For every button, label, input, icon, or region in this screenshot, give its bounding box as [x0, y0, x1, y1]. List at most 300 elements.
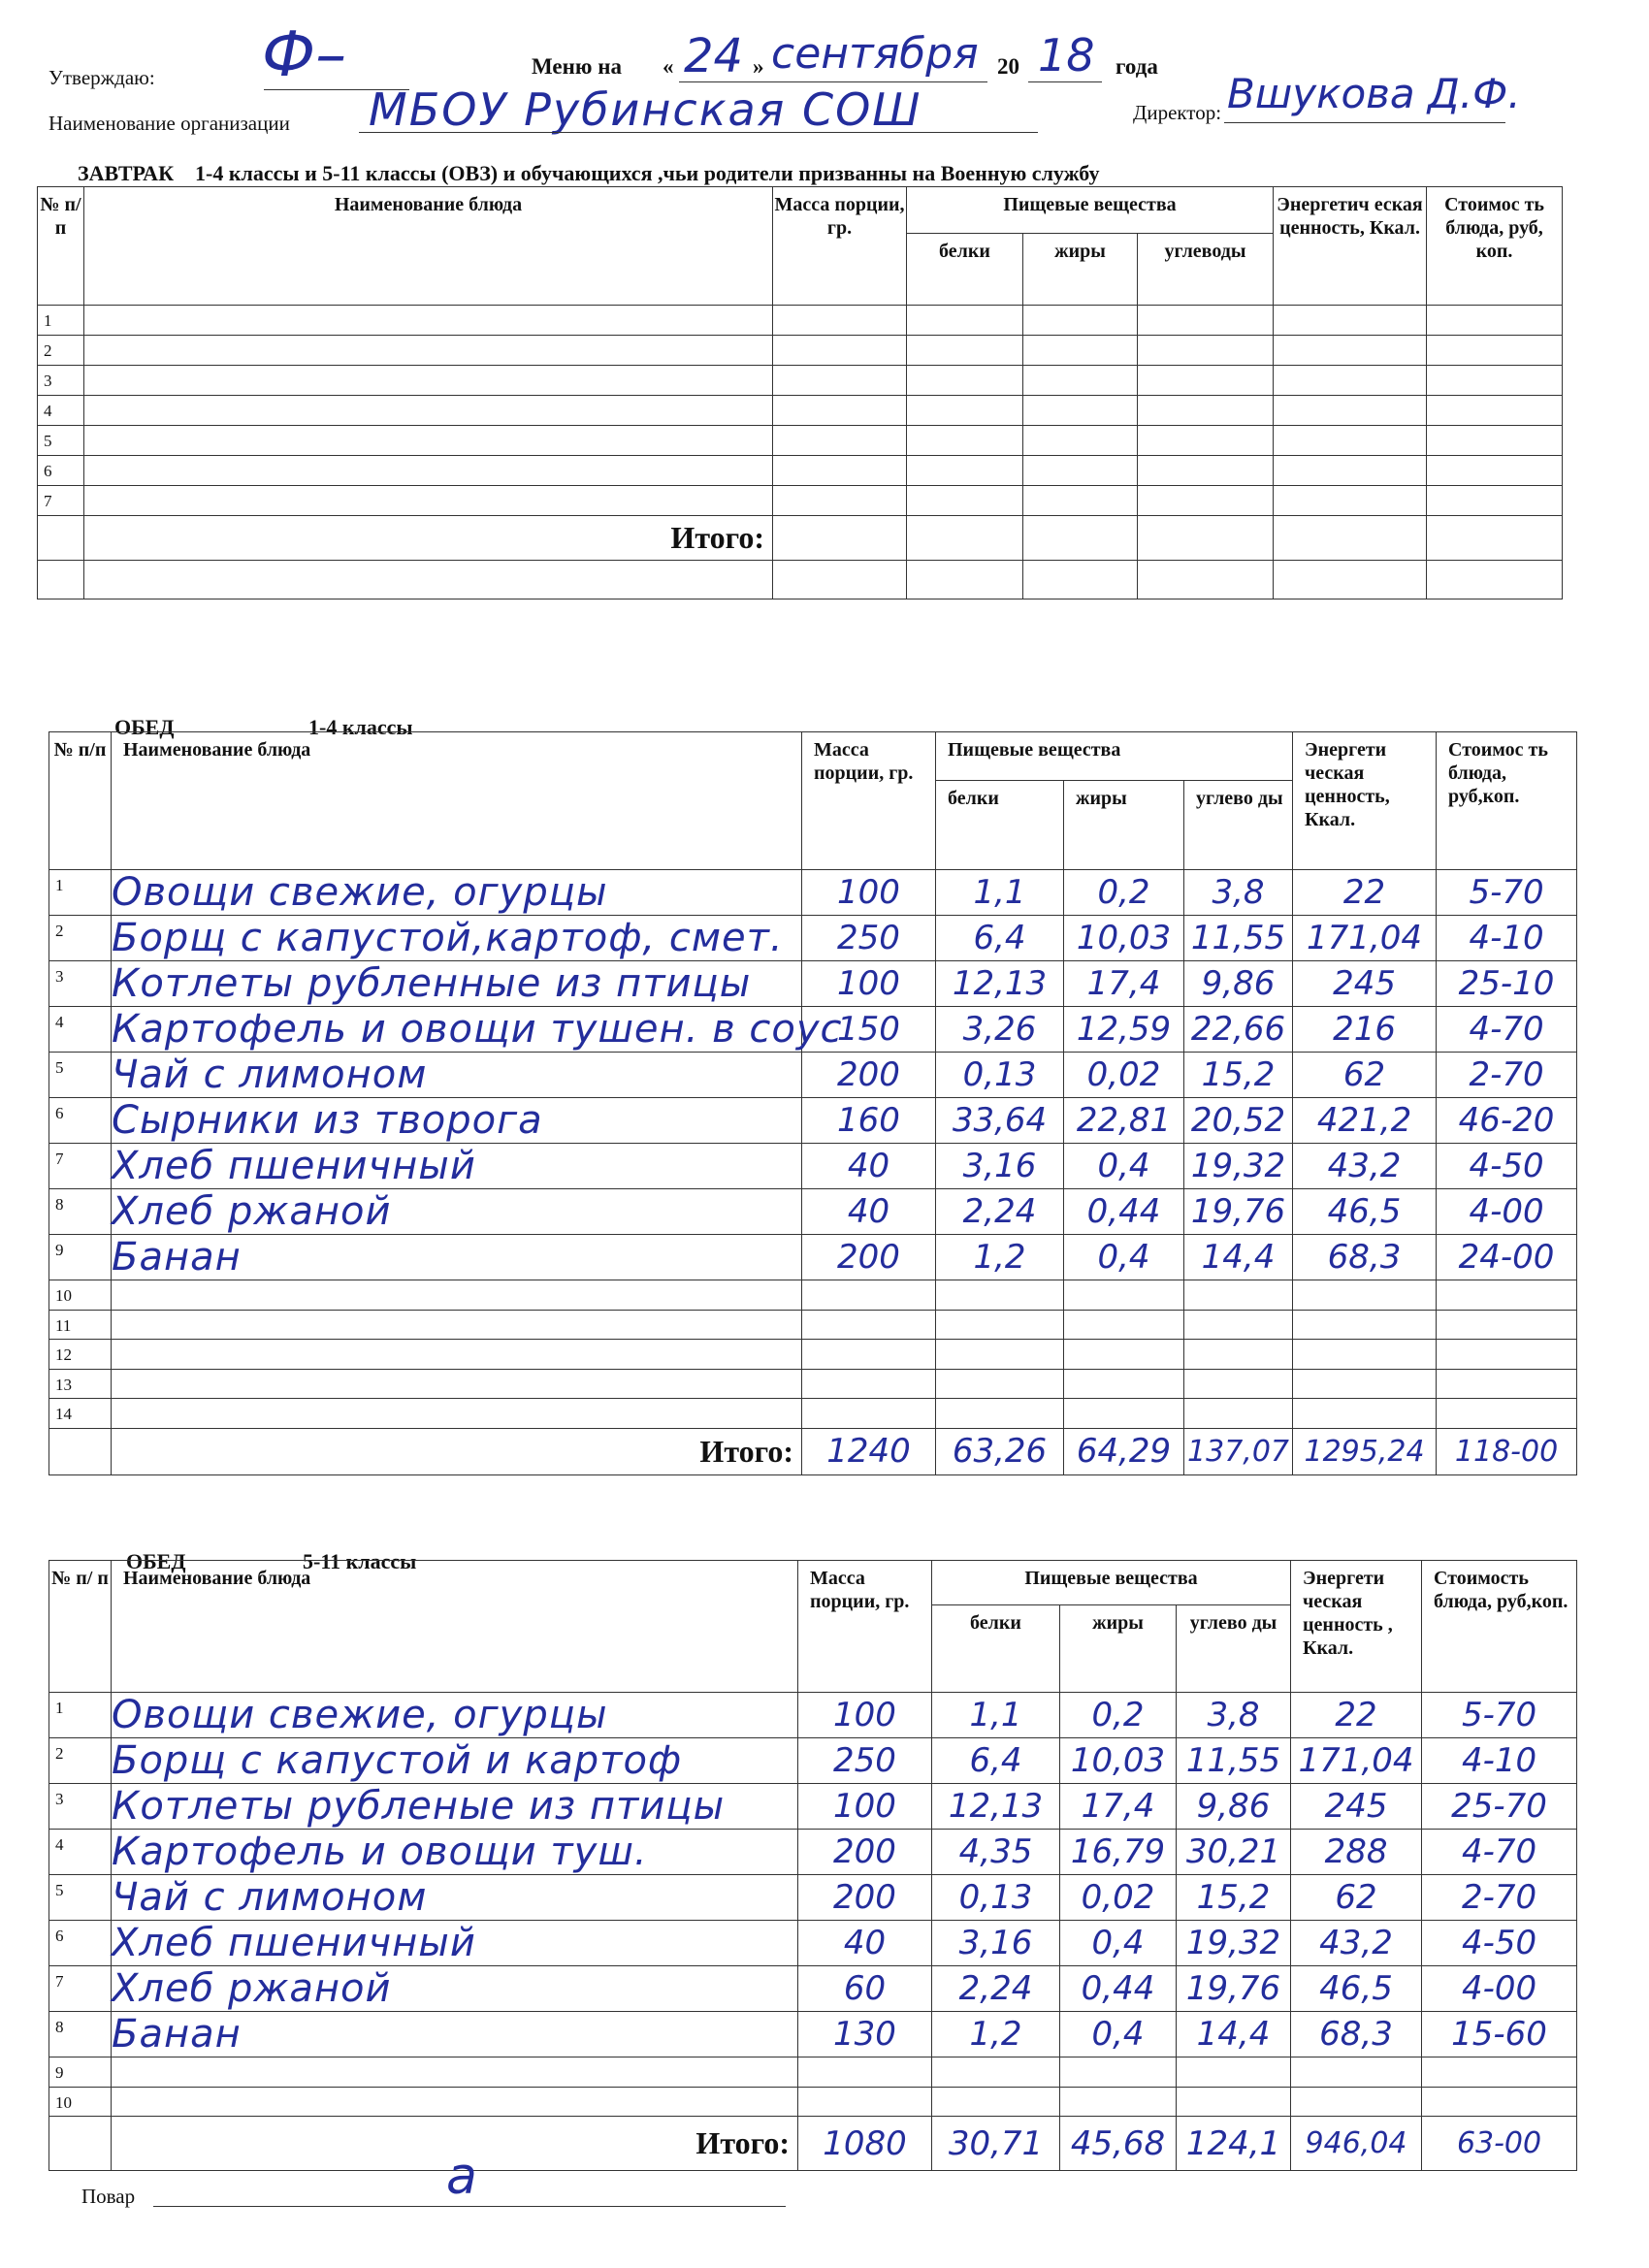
cell-carbs: 3,8	[1177, 1693, 1291, 1738]
cell-energy: 43,2	[1291, 1921, 1422, 1966]
table-row	[49, 1340, 1577, 1370]
cell-energy	[1274, 306, 1427, 336]
cell-protein	[936, 1399, 1064, 1429]
cell-protein	[907, 306, 1023, 336]
lunch-1-4-table	[48, 731, 1577, 1475]
cell-mass	[802, 1399, 936, 1429]
table-row	[49, 1189, 1577, 1235]
dish-name	[112, 2087, 798, 2117]
date-close-quote: »	[753, 54, 764, 79]
col-cost-header: Стоимос ть блюда, руб, коп.	[1427, 187, 1563, 306]
lunch-1-4-total-row	[49, 1428, 1577, 1474]
cell-cost	[1437, 1340, 1577, 1370]
dish-name	[84, 486, 773, 516]
col-num-header: № п/ п	[38, 187, 84, 306]
cell-energy: 62	[1293, 1053, 1437, 1098]
cell-carbs: 19,32	[1177, 1921, 1291, 1966]
col-name-header: Наименование блюда	[84, 187, 773, 306]
row-number: 10	[49, 2087, 112, 2117]
row-number: 6	[49, 1921, 112, 1966]
table-row	[49, 1399, 1577, 1429]
total-mass: 1080	[798, 2117, 932, 2171]
cell-energy	[1274, 396, 1427, 426]
cell-mass: 40	[802, 1144, 936, 1189]
lunch-5-11-total-row	[49, 2117, 1577, 2171]
total-label: Итого:	[112, 2117, 798, 2171]
row-number: 8	[49, 2012, 112, 2057]
cell-carbs	[1184, 1369, 1293, 1399]
lunch-5-11-title: ОБЕД	[126, 1549, 186, 1573]
row-number: 4	[49, 1830, 112, 1875]
dish-name: Борщ с капустой,картоф, смет.	[112, 916, 802, 961]
col-energy-header: Энергети ческая ценность , Ккал.	[1291, 1561, 1422, 1693]
dish-name: Овощи свежие, огурцы	[112, 1693, 798, 1738]
cell-protein: 1,1	[936, 870, 1064, 916]
dish-name	[112, 1340, 802, 1370]
table-row	[49, 2057, 1577, 2088]
dish-name: Сырники из творога	[112, 1098, 802, 1144]
total-fat: 64,29	[1064, 1428, 1184, 1474]
table-row	[38, 486, 1563, 516]
cell-mass: 200	[802, 1235, 936, 1280]
dish-name	[112, 1399, 802, 1429]
total-protein: 30,71	[932, 2117, 1060, 2171]
cell-carbs: 22,66	[1184, 1007, 1293, 1053]
cell-fat	[1023, 396, 1138, 426]
total-cost: 63-00	[1422, 2117, 1577, 2171]
row-number: 10	[49, 1280, 112, 1311]
cell-mass: 250	[798, 1738, 932, 1784]
cell-cost	[1427, 426, 1563, 456]
cell-mass	[802, 1369, 936, 1399]
row-number: 11	[49, 1310, 112, 1340]
year-prefix: 20	[997, 54, 1019, 79]
dish-name	[84, 426, 773, 456]
cell-fat	[1023, 486, 1138, 516]
cell-mass: 250	[802, 916, 936, 961]
col-fat-header: жиры	[1023, 234, 1138, 306]
cell-fat: 12,59	[1064, 1007, 1184, 1053]
approve-signature: Ф–	[262, 19, 347, 91]
cell-protein	[907, 486, 1023, 516]
year-suffix: 18	[1038, 29, 1095, 81]
table-row	[49, 1830, 1577, 1875]
cell-protein: 12,13	[932, 1784, 1060, 1830]
cell-carbs	[1138, 426, 1274, 456]
row-number: 3	[38, 366, 84, 396]
lunch-1-4-title: ОБЕД	[114, 715, 175, 739]
cell-fat	[1023, 306, 1138, 336]
cell-mass	[802, 1310, 936, 1340]
cell-energy: 171,04	[1293, 916, 1437, 961]
cell-protein: 3,16	[936, 1144, 1064, 1189]
cell-mass: 60	[798, 1966, 932, 2012]
cell-energy: 171,04	[1291, 1738, 1422, 1784]
dish-name	[112, 1280, 802, 1311]
cell-mass	[802, 1280, 936, 1311]
cell-protein: 6,4	[936, 916, 1064, 961]
dish-name: Картофель и овощи туш.	[112, 1830, 798, 1875]
row-number: 5	[38, 426, 84, 456]
cell-cost	[1422, 2057, 1577, 2088]
cell-protein: 1,1	[932, 1693, 1060, 1738]
table-row	[49, 1693, 1577, 1738]
cell-mass: 40	[798, 1921, 932, 1966]
cell-energy	[1293, 1310, 1437, 1340]
table-row	[49, 961, 1577, 1007]
row-number: 14	[49, 1399, 112, 1429]
cell-mass	[798, 2057, 932, 2088]
total-protein: 63,26	[936, 1428, 1064, 1474]
cell-protein: 0,13	[932, 1875, 1060, 1921]
col-carbs-header: углево ды	[1184, 781, 1293, 870]
cell-carbs	[1177, 2087, 1291, 2117]
lunch-5-11-classes: 5-11 классы	[303, 1549, 417, 1573]
table-row	[49, 1875, 1577, 1921]
date-line	[679, 81, 987, 82]
cell-cost: 4-10	[1422, 1738, 1577, 1784]
dish-name: Банан	[112, 1235, 802, 1280]
table-row	[38, 366, 1563, 396]
cell-energy	[1291, 2087, 1422, 2117]
cell-fat: 0,2	[1064, 870, 1184, 916]
cell-carbs	[1138, 366, 1274, 396]
total-label: Итого:	[112, 1428, 802, 1474]
total-carbs: 137,07	[1184, 1428, 1293, 1474]
cell-cost: 46-20	[1437, 1098, 1577, 1144]
cell-cost: 25-10	[1437, 961, 1577, 1007]
cell-cost: 5-70	[1437, 870, 1577, 916]
cell-fat: 0,44	[1060, 1966, 1177, 2012]
cell-carbs	[1184, 1340, 1293, 1370]
cell-cost	[1427, 366, 1563, 396]
cell-mass: 200	[802, 1053, 936, 1098]
col-fat-header: жиры	[1060, 1605, 1177, 1693]
cell-protein: 1,2	[936, 1235, 1064, 1280]
cell-energy: 22	[1293, 870, 1437, 916]
dish-name: Хлеб ржаной	[112, 1189, 802, 1235]
cell-energy	[1293, 1340, 1437, 1370]
table-row	[49, 1053, 1577, 1098]
row-number: 3	[49, 961, 112, 1007]
table-row	[38, 396, 1563, 426]
cell-energy: 43,2	[1293, 1144, 1437, 1189]
row-number: 13	[49, 1369, 112, 1399]
cell-cost: 15-60	[1422, 2012, 1577, 2057]
total-cost: 118-00	[1437, 1428, 1577, 1474]
cell-cost: 4-50	[1437, 1144, 1577, 1189]
breakfast-table	[37, 186, 1563, 599]
cell-carbs	[1184, 1399, 1293, 1429]
cell-cost: 4-00	[1422, 1966, 1577, 2012]
cell-mass	[798, 2087, 932, 2117]
cell-fat	[1064, 1310, 1184, 1340]
dish-name: Котлеты рубленные из птицы	[112, 961, 802, 1007]
cell-cost	[1427, 456, 1563, 486]
total-energy: 946,04	[1291, 2117, 1422, 2171]
lunch-5-11-table	[48, 1560, 1577, 2171]
cell-protein	[936, 1369, 1064, 1399]
cell-energy: 22	[1291, 1693, 1422, 1738]
row-number: 7	[38, 486, 84, 516]
row-number: 8	[49, 1189, 112, 1235]
cell-energy: 46,5	[1291, 1966, 1422, 2012]
cell-carbs: 14,4	[1184, 1235, 1293, 1280]
cell-energy: 68,3	[1291, 2012, 1422, 2057]
cell-mass	[802, 1340, 936, 1370]
cell-mass	[773, 426, 907, 456]
cell-fat	[1060, 2087, 1177, 2117]
cell-mass: 100	[798, 1693, 932, 1738]
cell-carbs: 19,76	[1177, 1966, 1291, 2012]
dish-name	[112, 1369, 802, 1399]
cell-mass: 150	[802, 1007, 936, 1053]
cell-carbs	[1184, 1310, 1293, 1340]
cell-cost	[1437, 1310, 1577, 1340]
cell-cost	[1427, 306, 1563, 336]
cell-protein	[932, 2057, 1060, 2088]
cell-protein	[936, 1310, 1064, 1340]
row-number: 12	[49, 1340, 112, 1370]
year-line	[1028, 81, 1102, 82]
cell-fat: 22,81	[1064, 1098, 1184, 1144]
dish-name: Картофель и овощи тушен. в соус	[112, 1007, 843, 1052]
cell-mass	[773, 306, 907, 336]
cell-cost: 4-10	[1437, 916, 1577, 961]
row-number: 2	[49, 916, 112, 961]
cell-protein: 33,64	[936, 1098, 1064, 1144]
row-number: 2	[49, 1738, 112, 1784]
col-protein-header: белки	[936, 781, 1064, 870]
cell-protein: 3,26	[936, 1007, 1064, 1053]
cell-cost	[1437, 1369, 1577, 1399]
cell-fat: 0,4	[1060, 1921, 1177, 1966]
row-number: 7	[49, 1966, 112, 2012]
cell-fat	[1023, 366, 1138, 396]
cell-cost: 4-70	[1437, 1007, 1577, 1053]
cell-protein	[936, 1280, 1064, 1311]
cell-carbs: 11,55	[1177, 1738, 1291, 1784]
cell-protein	[907, 336, 1023, 366]
date-day: 24	[684, 29, 744, 83]
cell-mass: 100	[802, 961, 936, 1007]
dish-name	[84, 306, 773, 336]
cell-protein: 3,16	[932, 1921, 1060, 1966]
cell-energy	[1274, 426, 1427, 456]
cell-cost	[1427, 336, 1563, 366]
cell-mass: 200	[798, 1875, 932, 1921]
cell-fat: 0,4	[1064, 1144, 1184, 1189]
cell-carbs: 3,8	[1184, 870, 1293, 916]
dish-name: Чай с лимоном	[112, 1053, 802, 1098]
col-nutrients-header: Пищевые вещества	[907, 187, 1274, 234]
col-energy-header: Энергетич еская ценность, Ккал.	[1274, 187, 1427, 306]
cell-cost: 2-70	[1437, 1053, 1577, 1098]
cell-mass: 40	[802, 1189, 936, 1235]
cell-energy	[1274, 456, 1427, 486]
cell-fat: 17,4	[1060, 1784, 1177, 1830]
cell-protein	[932, 2087, 1060, 2117]
cell-fat: 10,03	[1060, 1738, 1177, 1784]
cell-cost: 4-50	[1422, 1921, 1577, 1966]
cell-fat: 10,03	[1064, 916, 1184, 961]
cell-mass: 160	[802, 1098, 936, 1144]
date-month: сентября	[771, 29, 979, 79]
cell-carbs	[1138, 396, 1274, 426]
row-number: 5	[49, 1053, 112, 1098]
cell-carbs: 9,86	[1184, 961, 1293, 1007]
cell-cost: 24-00	[1437, 1235, 1577, 1280]
table-row	[49, 1369, 1577, 1399]
col-nutrients-header: Пищевые вещества	[932, 1561, 1291, 1605]
cell-fat: 0,02	[1060, 1875, 1177, 1921]
cell-protein	[936, 1340, 1064, 1370]
dish-name: Хлеб ржаной	[112, 1966, 798, 2012]
table-row	[38, 306, 1563, 336]
dish-name: Овощи свежие, огурцы	[112, 870, 802, 916]
cell-fat	[1064, 1369, 1184, 1399]
dish-name	[84, 396, 773, 426]
cell-protein: 4,35	[932, 1830, 1060, 1875]
year-word: года	[1116, 54, 1158, 79]
col-mass-header: Масса порции, гр.	[798, 1561, 932, 1693]
cell-mass	[773, 396, 907, 426]
table-row	[49, 1784, 1577, 1830]
row-number: 9	[49, 1235, 112, 1280]
cell-mass: 100	[802, 870, 936, 916]
col-name-header: Наименование блюда	[112, 732, 802, 870]
table-row	[49, 1280, 1577, 1311]
cell-mass: 130	[798, 2012, 932, 2057]
cell-mass	[773, 336, 907, 366]
table-row	[38, 426, 1563, 456]
breakfast-title: ЗАВТРАК 1-4 классы и 5-11 классы (ОВЗ) и обучающихся ,чьи родители призванны на Военную службу	[78, 161, 1100, 185]
cell-protein	[907, 366, 1023, 396]
col-protein-header: белки	[932, 1605, 1060, 1693]
row-number: 1	[49, 1693, 112, 1738]
col-num-header: № п/п	[49, 732, 112, 870]
org-line	[359, 132, 1038, 133]
cell-protein: 2,24	[932, 1966, 1060, 2012]
dish-name: Банан	[112, 2012, 798, 2057]
col-name-header: Наименование блюда	[112, 1561, 798, 1693]
date-open-quote: «	[663, 54, 674, 79]
cell-energy	[1293, 1399, 1437, 1429]
cell-energy: 245	[1291, 1784, 1422, 1830]
cell-fat: 0,02	[1064, 1053, 1184, 1098]
cell-cost: 4-70	[1422, 1830, 1577, 1875]
cell-fat: 17,4	[1064, 961, 1184, 1007]
cell-energy	[1274, 486, 1427, 516]
row-number: 1	[38, 306, 84, 336]
cell-cost	[1437, 1280, 1577, 1311]
total-carbs: 124,1	[1177, 2117, 1291, 2171]
row-number: 7	[49, 1144, 112, 1189]
cell-protein: 1,2	[932, 2012, 1060, 2057]
cell-mass: 100	[798, 1784, 932, 1830]
table-row	[49, 1007, 1577, 1053]
cell-carbs	[1184, 1280, 1293, 1311]
cell-carbs: 15,2	[1184, 1053, 1293, 1098]
cell-energy	[1274, 336, 1427, 366]
col-energy-header: Энергети ческая ценность, Ккал.	[1293, 732, 1437, 870]
table-row	[49, 1098, 1577, 1144]
cell-energy: 421,2	[1293, 1098, 1437, 1144]
cell-cost	[1422, 2087, 1577, 2117]
director-label: Директор:	[1133, 101, 1222, 124]
cell-energy: 68,3	[1293, 1235, 1437, 1280]
table-row	[49, 1738, 1577, 1784]
col-cost-header: Стоимость блюда, руб,коп.	[1422, 1561, 1577, 1693]
cell-energy	[1291, 2057, 1422, 2088]
cell-carbs	[1138, 456, 1274, 486]
cell-carbs	[1177, 2057, 1291, 2088]
cell-cost	[1427, 396, 1563, 426]
cell-energy: 245	[1293, 961, 1437, 1007]
dish-name: Чай с лимоном	[112, 1875, 798, 1921]
col-mass-header: Масса порции, гр.	[802, 732, 936, 870]
cell-carbs: 11,55	[1184, 916, 1293, 961]
col-mass-header: Масса порции, гр.	[773, 187, 907, 306]
dish-name: Хлеб пшеничный	[112, 1921, 798, 1966]
col-carbs-header: углево ды	[1177, 1605, 1291, 1693]
cell-carbs	[1138, 486, 1274, 516]
cook-label: Повар	[81, 2185, 136, 2208]
dish-name	[84, 456, 773, 486]
col-protein-header: белки	[907, 234, 1023, 306]
total-fat: 45,68	[1060, 2117, 1177, 2171]
row-number: 6	[38, 456, 84, 486]
table-row	[49, 2087, 1577, 2117]
cell-carbs: 15,2	[1177, 1875, 1291, 1921]
table-row	[49, 870, 1577, 916]
breakfast-total-row	[38, 516, 1563, 561]
total-mass: 1240	[802, 1428, 936, 1474]
cell-cost	[1437, 1399, 1577, 1429]
cell-protein: 0,13	[936, 1053, 1064, 1098]
row-number: 5	[49, 1875, 112, 1921]
breakfast-extra-row	[38, 561, 1563, 599]
total-energy: 1295,24	[1293, 1428, 1437, 1474]
cell-protein	[907, 396, 1023, 426]
cell-fat	[1064, 1280, 1184, 1311]
table-row	[49, 1921, 1577, 1966]
col-cost-header: Стоимос ть блюда, руб,коп.	[1437, 732, 1577, 870]
row-number: 3	[49, 1784, 112, 1830]
table-row	[38, 456, 1563, 486]
cell-fat: 0,4	[1060, 2012, 1177, 2057]
lunch-1-4-classes: 1-4 классы	[308, 715, 413, 739]
table-row	[49, 1966, 1577, 2012]
cell-fat: 0,2	[1060, 1693, 1177, 1738]
cell-mass	[773, 486, 907, 516]
dish-name	[112, 1310, 802, 1340]
cell-carbs: 30,21	[1177, 1830, 1291, 1875]
row-number: 2	[38, 336, 84, 366]
cell-carbs	[1138, 306, 1274, 336]
cell-fat: 0,44	[1064, 1189, 1184, 1235]
cell-mass	[773, 366, 907, 396]
row-number: 4	[38, 396, 84, 426]
row-number: 1	[49, 870, 112, 916]
cell-energy	[1293, 1280, 1437, 1311]
cell-energy: 46,5	[1293, 1189, 1437, 1235]
cell-energy: 216	[1293, 1007, 1437, 1053]
cell-protein: 6,4	[932, 1738, 1060, 1784]
org-value: МБОУ Рубинская СОШ	[369, 83, 922, 136]
cell-carbs	[1138, 336, 1274, 366]
cell-fat	[1060, 2057, 1177, 2088]
